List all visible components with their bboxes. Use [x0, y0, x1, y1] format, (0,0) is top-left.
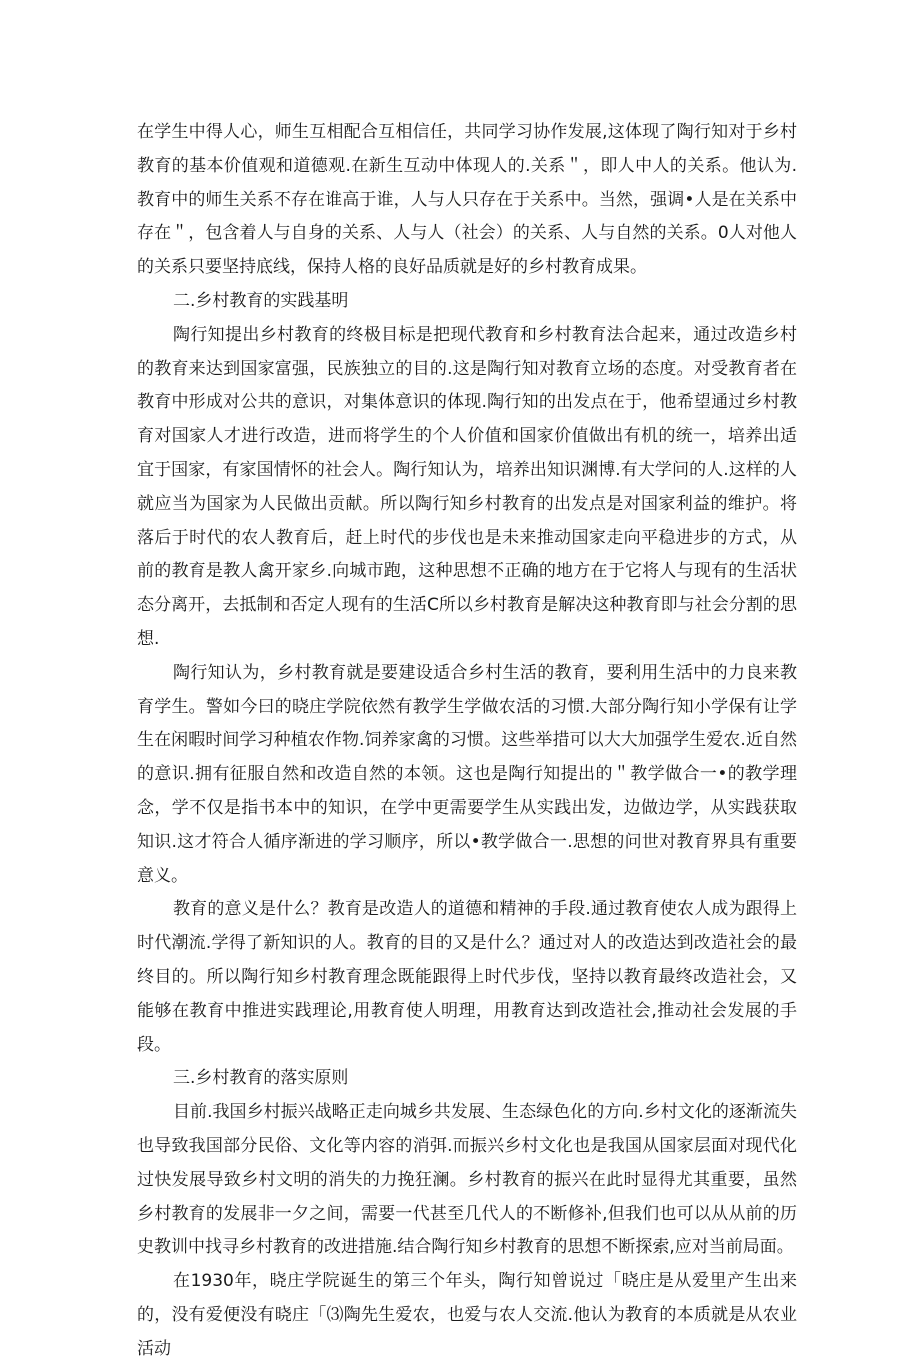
paragraph-continued: 在学生中得人心，师生互相配合互相信任，共同学习协作发展,这体现了陶行知对于乡村教育的基本价值观和道德观.在新生互动中体现人的.关系＂，即人中人的关系。他认为.教育中的师生关系不存在谁高于谁，人与人只存在于关系中。当然，强调•人是在关系中存在＂，包含着人与自身的关系、人与人（社会）的关系、人与自然的关系。0人对他人的关系只要坚持底线，保持人格的良好品质就是好的乡村教育成果。 [137, 122, 797, 278]
paragraph: 教育的意义是什么？教育是改造人的道德和精神的手段.通过教育使农人成为跟得上时代潮流.学得了新知识的人。教育的目的又是什么？通过对人的改造达到改造社会的最终目的。所以陶行知乡村教育理念既能跟得上时代步伐，坚持以教育最终改造社会，又能够在教育中推进实践理论,用教育使人明理，用教育达到改造社会,推动社会发展的手段。 [137, 899, 797, 1055]
paragraph: 目前.我国乡村振兴战略正走向城乡共发展、生态绿色化的方向.乡村文化的逐渐流失也导致我国部分民俗、文化等内容的消弭.而振兴乡村文化也是我国从国家层面对现代化过快发展导致乡村文明的消失的力挽狂澜。乡村教育的振兴在此时显得尤其重要，虽然乡村教育的发展非一夕之间，需要一代甚至几代人的不断修补,但我们也可以从从前的历史教训中找寻乡村教育的改进措施.结合陶行知乡村教育的思想不断探索,应对当前局面。 [137, 1102, 797, 1258]
section-heading-2: 二.乡村教育的实践基明 [173, 290, 349, 311]
paragraph: 陶行知提出乡村教育的终极目标是把现代教育和乡村教育法合起来，通过改造乡村的教育来达到国家富强，民族独立的目的.这是陶行知对教育立场的态度。对受教育者在教育中形成对公共的意识，对集体意识的体现.陶行知的出发点在于，他希望通过乡村教育对国家人才进行改造，进而将学生的个人价值和国家价值做出有机的统一，培养出适宜于国家，有家国情怀的社会人。陶行知认为，培养出知识渊博.有大学问的人.这样的人就应当为国家为人民做出贡献。所以陶行知乡村教育的出发点是对国家利益的维护。将落后于时代的农人教育后，赶上时代的步伐也是未来推动国家走向平稳进步的方式，从前的教育是教人禽开家乡.向城市跑，这种思想不正确的地方在于它将人与现有的生活状态分离开，去抵制和否定人现有的生活C所以乡村教育是解决这种教育即与社会分割的思想. [137, 324, 797, 649]
document-page [137, 116, 797, 1366]
paragraph: 在1930年，晓庄学院诞生的第三个年头，陶行知曾说过「晓庄是从爱里产生出来的，没有爱便没有晓庄「⑶陶先生爱农，也爱与农人交流.他认为教育的本质就是从农业活动 [137, 1271, 797, 1359]
paragraph: 陶行知认为，乡村教育就是要建设适合乡村生活的教育，要利用生活中的力良来教育学生。警如今曰的晓庄学院依然有教学生学做农活的习惯.大部分陶行知小学保有让学生在闲暇时间学习种植农作物.饲养家禽的习惯。这些举措可以大大加强学生爱农.近自然的意识.拥有征服自然和改造自然的本领。这也是陶行知提出的＂教学做合一•的教学理念，学不仅是指书本中的知识，在学中更需要学生从实践出发，边做边学，从实践获取知识.这才符合人循序渐进的学习顺序，所以•教学做合一.思想的问世对教育界具有重要意义。 [137, 662, 797, 886]
section-heading-3: 三.乡村教育的落实原则 [173, 1068, 349, 1089]
